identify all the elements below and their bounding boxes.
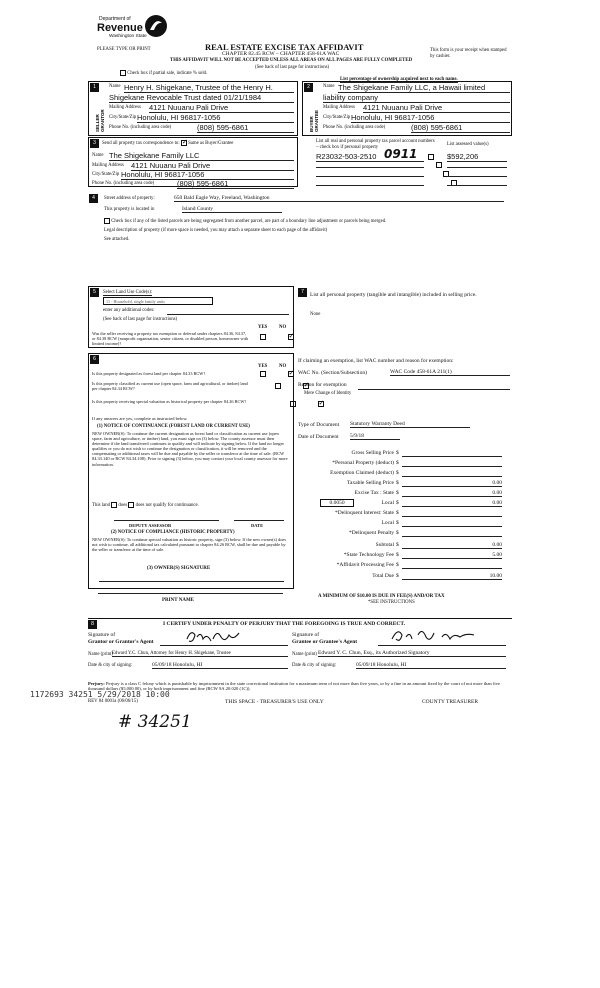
- this-land-label: This land: [92, 503, 110, 509]
- buyer-name-line1: The Shigekane Family LLC, a Hawaii limited: [338, 83, 510, 93]
- buyer-phone-label: Phone No. (including area code): [323, 125, 386, 130]
- does-label: does: [118, 503, 128, 509]
- dollar-sign: $: [396, 552, 399, 558]
- yes-header-5: YES: [258, 325, 268, 330]
- land-use-see-back: (See back of last page for instructions): [103, 317, 178, 322]
- see-instructions: *SEE INSTRUCTIONS: [368, 600, 415, 605]
- section-8-badge: 8: [88, 620, 97, 629]
- owner-signature-label: (3) OWNER(S) SIGNATURE: [147, 566, 211, 571]
- parcel-4[interactable]: [316, 185, 424, 186]
- seller-name-line2: Shigekane Revocable Trust dated 01/21/1984: [109, 93, 294, 103]
- forest-yes-checkbox[interactable]: [260, 371, 266, 377]
- seller-mailing: 4121 Nuuanu Pali Drive: [149, 103, 294, 113]
- correspondence-label: [102, 140, 233, 146]
- corr-mailing-label: Mailing Address: [92, 163, 124, 168]
- doc-type-value: Statutory Warranty Deed: [350, 421, 470, 428]
- type-or-print: PLEASE TYPE OR PRINT: [97, 47, 151, 52]
- section-6-badge: 6: [90, 355, 99, 364]
- property-section: [88, 193, 512, 283]
- segregated-checkbox[interactable]: [104, 218, 110, 224]
- buyer-side-label: BUYER GRANTEE: [309, 109, 319, 132]
- print-name-label: PRINT NAME: [162, 598, 194, 603]
- tax-row-value: [402, 470, 502, 477]
- tax-row-label: *State Technology Fee: [343, 552, 394, 558]
- doc-date-value: 5/9/18: [350, 433, 400, 440]
- notice2-text: NEW OWNER(S): To continue special valuation as historic property, sign (3) below. If the new owner(s) does not wish to continue, all additional tax calculated pursuant to chapter 84.26 RCW, shall be due and payable by the seller or transferor at the time of sale.: [92, 537, 287, 553]
- assessed-value-3[interactable]: [447, 176, 507, 177]
- partial-sale-label: Check box if partial sale, indicate % sold.: [127, 71, 208, 77]
- forest-question: Is this property designated as forest land per chapter 84.33 RCW?: [92, 371, 206, 376]
- corr-name-label: Name: [92, 153, 104, 158]
- does-not-checkbox[interactable]: [128, 502, 134, 508]
- current-use-yes-checkbox[interactable]: [275, 383, 281, 389]
- additional-codes-label: enter any additional codes:: [103, 308, 155, 313]
- section-7-badge: 7: [298, 288, 307, 297]
- doc-type-label: Type of Document: [298, 422, 340, 428]
- dor-emblem-icon: [144, 14, 168, 38]
- see-back: (See back of last page for instructions): [255, 65, 330, 70]
- no-header-5: NO: [279, 325, 287, 330]
- seller-section: [88, 81, 298, 136]
- doc-date-label: Date of Document: [298, 434, 339, 440]
- deputy-label: DEPUTY ASSESSOR: [129, 523, 172, 528]
- assessed-value-1: $592,206: [447, 152, 507, 162]
- tax-row-value: [402, 520, 502, 527]
- parcel-section: [302, 137, 512, 187]
- print-name-line[interactable]: [98, 593, 283, 594]
- corr-mailing: 4121 Nuuanu Pali Drive: [131, 161, 294, 171]
- seller-mailing-label: Mailing Address: [109, 105, 141, 110]
- dollar-sign: $: [396, 530, 399, 536]
- local-rate-box: 0.0050: [320, 499, 354, 507]
- perjury-text: Perjury is a class C felony which is punishable by imprisonment in the state correctional institution for a maximum term of not more than five years, or by a fine in an amount fixed by the court of not more than five thousand dollars ($5,000.00), or by both imprisonment and fine (RCW 9A.20.020 (1C)).: [88, 681, 500, 692]
- seller-phone-label: Phone No. (including area code): [109, 125, 172, 130]
- county-value: Island County: [182, 206, 282, 213]
- see-attached: See attached.: [104, 237, 130, 242]
- assessed-label: List assessed value(s): [447, 142, 489, 147]
- buyer-mailing: 4121 Nuuanu Pali Drive: [363, 103, 510, 113]
- corr-city-label: City/State/Zip: [92, 172, 120, 177]
- tax-row-value: 5.00: [402, 552, 502, 559]
- dollar-sign: $: [396, 510, 399, 516]
- county-treasurer: COUNTY TREASURER: [422, 699, 479, 705]
- recording-stamp: 1172693 34251 5/29/2018 10:00: [30, 690, 170, 699]
- seller-side-label: SELLER GRANTOR: [95, 109, 105, 132]
- ownership-note: List percentage of ownership acquired next to each name.: [340, 77, 458, 82]
- notice1-text: NEW OWNER(S): To continue the current designation as forest land or classification as current use (open space, farm and agriculture, or timber) land, you must sign on (3) below. The county assessor must then determine if the land transferred continues to qualify and will indicate by signing below. If the land no longer qualifies or you do not wish to continue the designation or classification, it will be removed and the compensating or additional taxes will be due and payable by the seller or transferor at the time of sale. (RCW 84.33.140 or RCW 84.34.108). Prior to signing (3) below, you may contact your local county assessor for more information.: [92, 431, 288, 467]
- correspondence-text: Send all property tax correspondence to:: [102, 141, 180, 147]
- reason-line[interactable]: [358, 389, 510, 390]
- forest-no-checkbox[interactable]: [288, 371, 294, 377]
- grantor-signature: [183, 627, 243, 647]
- partial-sale: [120, 70, 207, 76]
- assessed-value-4[interactable]: [447, 185, 507, 186]
- qualify-label: qualify for continuance.: [152, 503, 199, 509]
- buyer-section: [302, 81, 512, 136]
- dept-big: Revenue: [97, 22, 143, 34]
- date-label: DATE: [251, 523, 264, 528]
- dollar-sign: $: [396, 490, 399, 496]
- rev-number: REV 84 0001a (06/06/15): [88, 699, 138, 704]
- dept-state: Washington State: [109, 34, 147, 39]
- tax-row-value: [402, 460, 502, 467]
- does-not-label: does not: [135, 503, 152, 509]
- dollar-sign: $: [396, 450, 399, 456]
- dor-logo: [97, 14, 172, 42]
- notice2-title: (2) NOTICE OF COMPLIANCE (HISTORIC PROPERTY): [111, 530, 235, 535]
- exemption-label: If claiming an exemption, list WAC number and reason for exemption:: [298, 358, 454, 364]
- parcel-1: R23032-503-2510: [316, 152, 424, 162]
- tax-row-value: [402, 510, 502, 517]
- partial-sale-checkbox[interactable]: [120, 70, 126, 76]
- tax-row-label: *Personal Property (deduct): [332, 460, 394, 466]
- seller-name-line1: Henry H. Shigekane, Trustee of the Henry H.: [124, 83, 294, 93]
- tax-row-value: 10.00: [402, 573, 502, 580]
- buyer-phone: (808) 595-6861: [411, 123, 510, 133]
- street-label: Street address of property:: [104, 196, 155, 201]
- grantor-date: 05/09/18 Honolulu, HI: [152, 662, 288, 669]
- treasurer-space: THIS SPACE - TREASURER'S USE ONLY: [225, 699, 324, 705]
- segregated-row: [104, 218, 386, 224]
- certify-text: I CERTIFY UNDER PENALTY OF PERJURY THAT THE FOREGOING IS TRUE AND CORRECT.: [163, 621, 406, 627]
- dollar-sign: $: [396, 460, 399, 466]
- buyer-city-label: City/State/Zip: [323, 115, 351, 120]
- yes-header-6: YES: [258, 364, 268, 369]
- grantor-name-label: Name (print): [88, 652, 113, 657]
- dollar-sign: $: [396, 520, 399, 526]
- tax-row-label: Taxable Selling Price: [347, 480, 394, 486]
- tax-row-label: Local: [381, 520, 394, 526]
- tax-row-label: Exemption Claimed (deduct): [330, 470, 394, 476]
- reason-value: Mere Change of Identity: [304, 391, 352, 396]
- deputy-date-line[interactable]: [234, 520, 284, 521]
- this-land-row: [92, 502, 199, 508]
- dollar-sign: $: [396, 542, 399, 548]
- handwritten-number: # 34251: [118, 712, 192, 732]
- corr-name: The Shigekane Family LLC: [109, 151, 294, 161]
- tax-row-label: Excise Tax : State: [354, 490, 394, 496]
- land-use-select[interactable]: 11 - Household, single family units: [103, 297, 213, 305]
- tax-row-label: *Delinquent Penalty: [348, 530, 394, 536]
- nonprofit-no-checkbox[interactable]: [288, 334, 294, 340]
- grantee-date: 05/09/18 Honolulu, HI: [356, 662, 506, 669]
- section-4-badge: 4: [89, 194, 98, 203]
- same-as-buyer-label: Same as Buyer/Grantee: [188, 141, 234, 147]
- grantee-sig-label: Signature of: [292, 632, 320, 638]
- seller-city: Honolulu, HI 96817-1056: [137, 113, 294, 123]
- tax-row-value: [402, 450, 502, 457]
- tax-table: [298, 446, 512, 586]
- grantee-date-label: Date & city of signing:: [292, 663, 337, 668]
- nonprofit-yes-checkbox[interactable]: [260, 334, 266, 340]
- wac-label: WAC No. (Section/Subsection): [298, 370, 367, 376]
- grantor-agent-label: Grantor or Grantor's Agent: [88, 639, 154, 645]
- additional-codes-input[interactable]: [167, 314, 289, 315]
- forest-section: [88, 353, 294, 589]
- grantee-name-label: Name (print): [292, 652, 317, 657]
- personal-property-value: None: [310, 312, 321, 317]
- section-2-badge: 2: [304, 83, 313, 92]
- seller-phone: (808) 595-6861: [197, 123, 294, 133]
- owner-signature-line[interactable]: [99, 581, 284, 582]
- if-any-yes: If any answers are yes, complete as instructed below.: [92, 416, 188, 421]
- corr-phone-label: Phone No. (including area code): [92, 181, 155, 186]
- nonprofit-question: Was the seller receiving a property tax exemption or deferral under chapters 84.36, 84.37, or 84.38 RCW (nonprofit organization, senior citizen, or disabled person, homeowner with limited income)?: [92, 331, 249, 346]
- corr-city: Honolulu, HI 96817-1056: [121, 170, 294, 180]
- legal-label: Legal description of property (if more space is needed, you may attach a separate sheet to each page of the affidavit): [104, 228, 328, 233]
- dollar-sign: $: [396, 573, 399, 579]
- chapters: CHAPTER 82.45 RCW – CHAPTER 458-61A WAC: [222, 51, 340, 57]
- parcel-2-checkbox[interactable]: [436, 162, 442, 168]
- tax-row-label: *Delinquent Interest: State: [335, 510, 394, 516]
- minimum-note: A MINIMUM OF $10.00 IS DUE IN FEE(S) AND/OR TAX: [318, 594, 445, 599]
- tax-row-value: 0.00: [402, 500, 502, 507]
- tax-row-value: 0.00: [402, 542, 502, 549]
- current-use-question: Is this property classified as current use (open space, farm and agricultural, or timber) land per chapter 84.34 RCW?: [92, 381, 248, 391]
- segregated-label: Check box if any of the listed parcels are being segregated from another parcel, are part of a boundary line adjustment or parcels being merged.: [111, 219, 387, 225]
- grantor-date-label: Date & city of signing:: [88, 663, 133, 668]
- tax-row-label: Local: [381, 500, 394, 506]
- same-as-buyer-checkbox[interactable]: [181, 140, 187, 146]
- tax-row-label: Subtotal: [375, 542, 394, 548]
- perjury-title: Perjury:: [88, 681, 105, 686]
- buyer-name-label: Name: [323, 84, 335, 89]
- warning: THIS AFFIDAVIT WILL NOT BE ACCEPTED UNLESS ALL AREAS ON ALL PAGES ARE FULLY COMPLETED: [170, 58, 413, 63]
- notice1-title: (1) NOTICE OF CONTINUANCE (FOREST LAND OR CURRENT USE): [97, 424, 250, 429]
- seller-city-label: City/State/Zip: [109, 115, 137, 120]
- certification-section: [88, 618, 512, 680]
- grantee-agent-label: Grantee or Grantee's Agent: [292, 639, 358, 645]
- parcel-handwritten: 0911: [384, 147, 418, 161]
- reason-label: Reason for exemption: [298, 382, 347, 388]
- land-use-label: Select Land Use Code(s):: [103, 290, 153, 295]
- dollar-sign: $: [396, 500, 399, 506]
- grantor-name: Edward Y.C. Chun, Attorney for Henry H. Shigekane, Trustee: [112, 651, 288, 657]
- corr-phone: (808) 595-6861: [177, 179, 294, 189]
- tax-row-label: Total Due: [372, 573, 394, 579]
- section-1-badge: 1: [90, 83, 99, 92]
- parcel-label: List all real and personal property tax parcel account numbers – check box if personal property: [316, 139, 435, 150]
- tax-row-value: [402, 530, 502, 537]
- land-use-section: [88, 286, 294, 348]
- wac-value: WAC Code 458-61A 211(1): [390, 369, 510, 376]
- tax-row-label: *Affidavit Processing Fee: [336, 562, 394, 568]
- dollar-sign: $: [396, 480, 399, 486]
- tax-row-value: [402, 562, 502, 569]
- tax-row-label: Gross Selling Price: [351, 450, 394, 456]
- correspondence-section: [88, 137, 298, 187]
- dept-small: Department of: [99, 16, 131, 22]
- dollar-sign: $: [396, 470, 399, 476]
- street-value: 650 Bald Eagle Way, Freeland, Washington: [174, 195, 504, 202]
- tax-row-value: 0.00: [402, 480, 502, 487]
- parcel-2[interactable]: [316, 167, 424, 168]
- tax-row-value: 0.00: [402, 490, 502, 497]
- section-3-badge: 3: [90, 139, 99, 148]
- does-checkbox[interactable]: [111, 502, 117, 508]
- grantor-sig-label: Signature of: [88, 632, 116, 638]
- grantee-name: Edward Y. C. Chun, Esq., its Authorized Signatory: [318, 650, 506, 657]
- section-5-badge: 5: [90, 288, 99, 297]
- receipt-note: This form is your receipt when stamped by cashier.: [430, 48, 507, 59]
- assessed-value-2[interactable]: [447, 167, 507, 168]
- deputy-sig-line[interactable]: [114, 520, 219, 521]
- historic-yes-checkbox[interactable]: [290, 401, 296, 407]
- dollar-sign: $: [396, 562, 399, 568]
- grantee-signature: [388, 625, 478, 647]
- personal-property-label: List all personal property (tangible and intangible) included in selling price.: [310, 292, 477, 298]
- parcel-1-personal-checkbox[interactable]: [428, 154, 434, 160]
- buyer-name-line2: liability company: [323, 93, 510, 103]
- buyer-mailing-label: Mailing Address: [323, 105, 355, 110]
- buyer-city: Honolulu, HI 96817-1056: [351, 113, 510, 123]
- historic-question: Is this property receiving special valuation as historical property per chapter 84.26 RCW?: [92, 399, 247, 404]
- parcel-3[interactable]: [316, 176, 424, 177]
- seller-name-label: Name: [109, 84, 121, 89]
- page-title: REAL ESTATE EXCISE TAX AFFIDAVIT: [205, 42, 364, 52]
- located-in-label: This property is located in: [104, 207, 155, 212]
- no-header-6: NO: [279, 364, 287, 369]
